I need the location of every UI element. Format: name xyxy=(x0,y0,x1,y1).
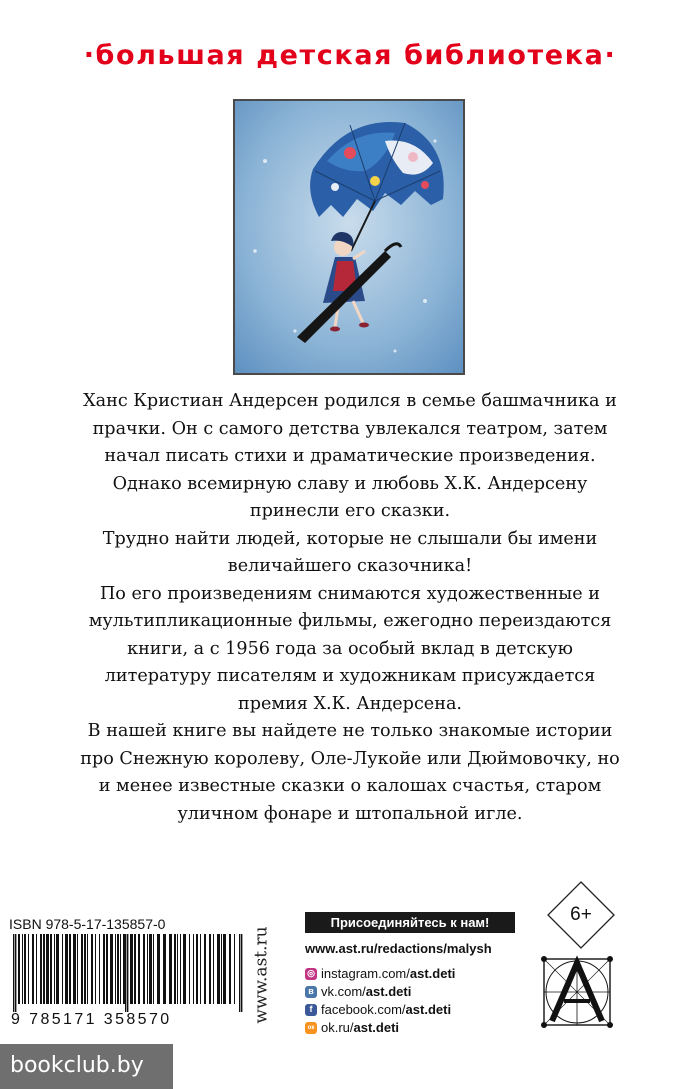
book-description xyxy=(80,388,620,828)
ast-logo-icon xyxy=(540,955,615,1030)
social-handle: ast.deti xyxy=(409,966,456,981)
publisher-site-vertical xyxy=(242,920,282,1030)
social-block xyxy=(305,912,515,1035)
social-row-vk xyxy=(305,984,515,999)
social-handle: ast.deti xyxy=(353,1020,400,1035)
barcode-bars xyxy=(11,934,246,1012)
social-handle: ast.deti xyxy=(405,1002,452,1017)
instagram-icon: ◎ xyxy=(305,968,317,980)
publisher-site-text: www.ast.ru xyxy=(252,926,272,1024)
age-rating-badge xyxy=(546,880,616,950)
social-row-instagram xyxy=(305,966,515,981)
description-paragraph: По его произведениям снимаются художественные и мультипликационные фильмы, ежегодно переиздаются книги, а с 1956 года за особый вклад в детскую литературу писателям и художникам присуждается премия Х.К. Андерсена. xyxy=(88,583,612,714)
redactions-link: www.ast.ru/redactions/malysh xyxy=(305,941,492,956)
social-prefix: vk.com/ xyxy=(321,984,366,999)
series-title: ·большая детская библиотека· xyxy=(83,40,617,71)
description-paragraph: Трудно найти людей, которые не слышали бы имени величайшего сказочника! xyxy=(102,528,598,576)
barcode-digits: 9 785171 358570 xyxy=(11,1011,172,1028)
social-prefix: facebook.com/ xyxy=(321,1002,406,1017)
description-paragraph: В нашей книге вы найдете не только знакомые истории про Снежную королеву, Оле-Лукойе или Дюймовочку, но и менее известные сказки о калошах счастья, старом уличном фонаре и штопальной игле. xyxy=(80,721,620,824)
isbn-barcode xyxy=(5,918,267,1030)
facebook-icon: f xyxy=(305,1004,317,1016)
social-prefix: instagram.com/ xyxy=(321,966,410,981)
watermark: bookclub.by xyxy=(0,1044,173,1089)
join-us-bar: Присоединяйтесь к нам! xyxy=(305,912,515,933)
description-paragraph: Ханс Кристиан Андерсен родился в семье башмачника и прачки. Он с самого детства увлекался театром, затем начал писать стихи и драматические произведения. Однако всемирную славу и любовь Х.К. Андерсену принесли его сказки. xyxy=(83,391,617,521)
social-prefix: ok.ru/ xyxy=(321,1020,354,1035)
social-row-facebook xyxy=(305,1002,515,1017)
odnoklassniki-icon: ок xyxy=(305,1022,317,1034)
social-handle: ast.deti xyxy=(365,984,412,999)
social-row-odnoklassniki xyxy=(305,1020,515,1035)
age-rating-text: 6+ xyxy=(570,904,592,925)
vk-icon: в xyxy=(305,986,317,998)
isbn-text: ISBN 978-5-17-135857-0 xyxy=(9,916,166,932)
cover-illustration xyxy=(233,99,465,375)
